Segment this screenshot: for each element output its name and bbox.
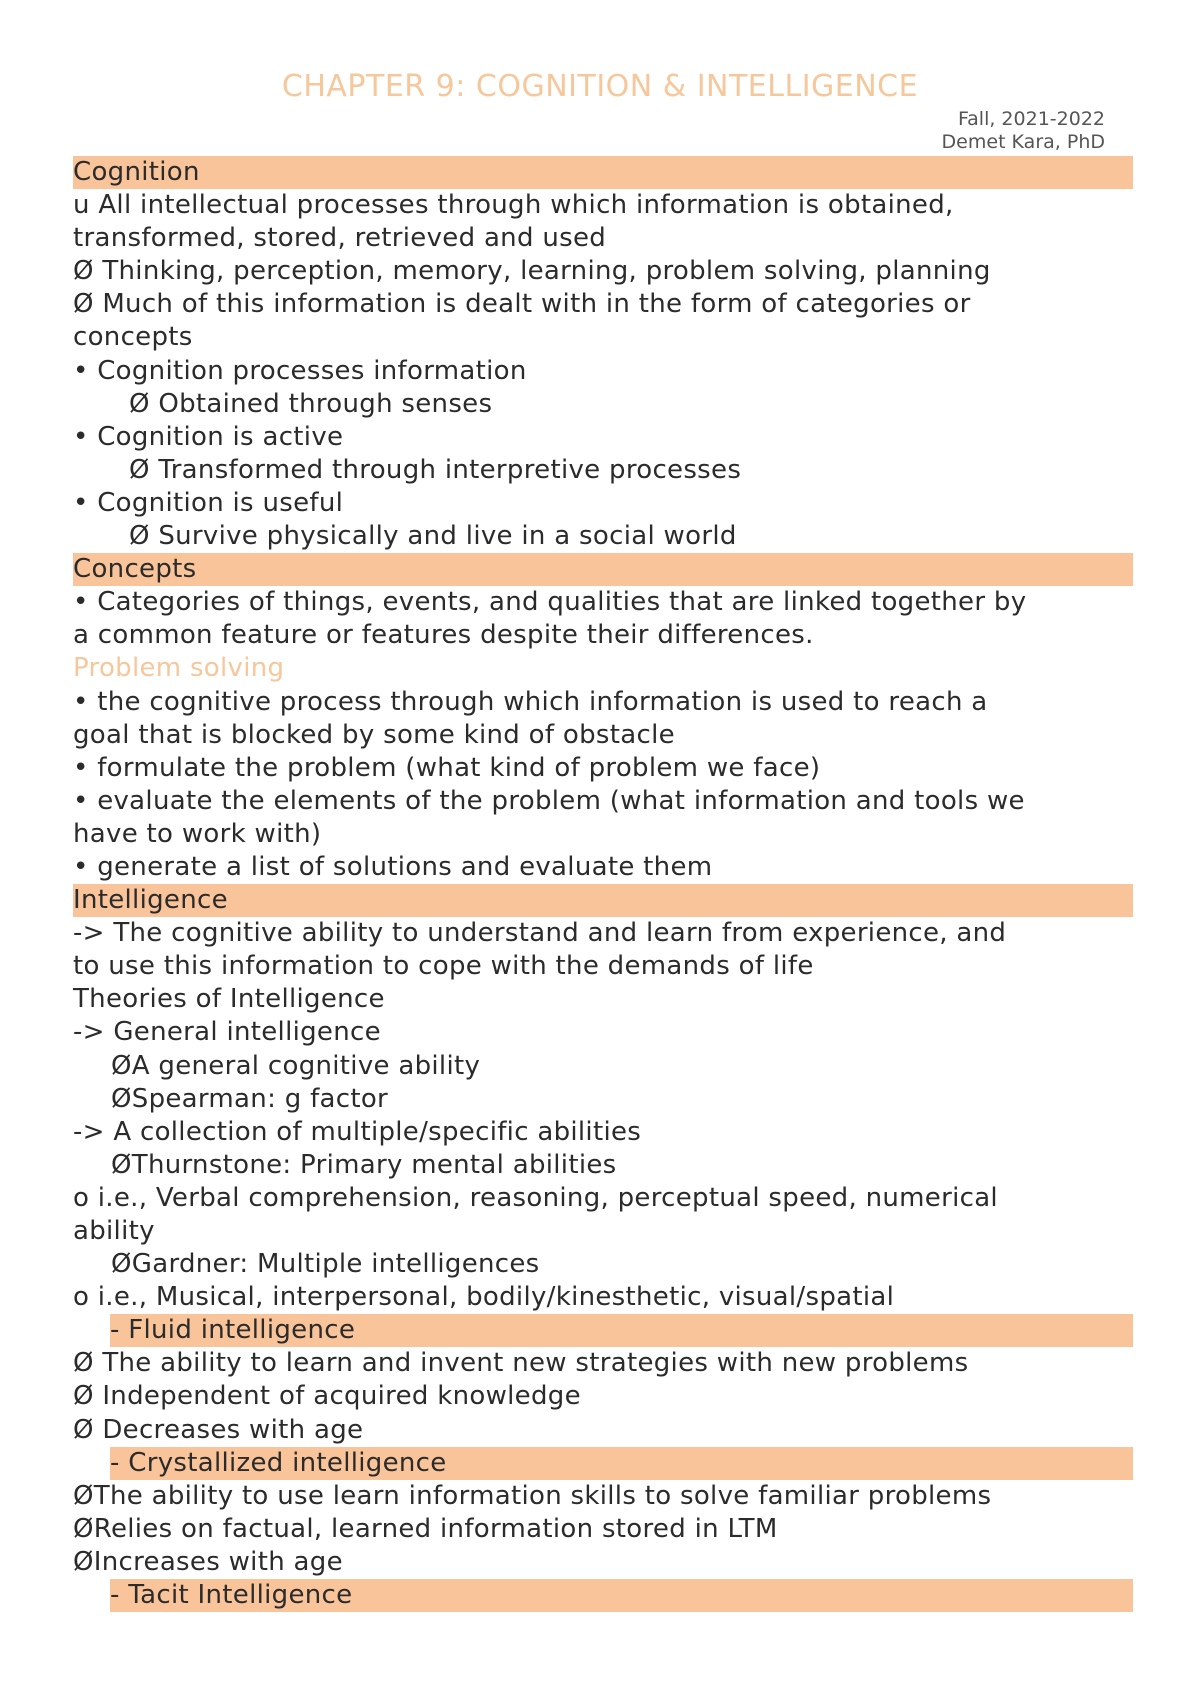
section-heading-concepts: Concepts <box>73 553 1133 586</box>
document-meta <box>942 108 1105 154</box>
sub-bullet-item: ØSpearman: g factor <box>111 1083 389 1114</box>
text-line: to use this information to cope with the demands of life <box>73 951 814 982</box>
text-line: goal that is blocked by some kind of obstacle <box>73 719 675 750</box>
bullet-item: • Cognition is active <box>73 421 344 452</box>
text-line: u All intellectual processes through which information is obtained, <box>73 190 954 221</box>
bullet-item: • generate a list of solutions and evaluate them <box>73 851 713 882</box>
text-line: o i.e., Musical, interpersonal, bodily/kinesthetic, visual/spatial <box>73 1282 895 1313</box>
document-title: CHAPTER 9: COGNITION & INTELLIGENCE <box>281 69 919 104</box>
text-line: -> General intelligence <box>73 1017 381 1048</box>
document-body <box>73 156 1133 1612</box>
sub-bullet-item: Ø Obtained through senses <box>129 388 493 419</box>
bullet-item: • Categories of things, events, and qualities that are linked together by <box>73 587 1027 618</box>
bullet-item: • evaluate the elements of the problem (what information and tools we <box>73 785 1025 816</box>
text-line: Ø The ability to learn and invent new strategies with new problems <box>73 1348 969 1379</box>
text-line: -> The cognitive ability to understand and learn from experience, and <box>73 918 1007 949</box>
text-line: Theories of Intelligence <box>73 984 385 1015</box>
text-line: concepts <box>73 322 193 353</box>
section-heading-intelligence: Intelligence <box>73 884 1133 917</box>
text-line: Ø Independent of acquired knowledge <box>73 1381 581 1412</box>
text-line: Ø Decreases with age <box>73 1414 364 1445</box>
term-label: Fall, 2021-2022 <box>957 108 1105 130</box>
sub-bullet-item: ØA general cognitive ability <box>111 1050 481 1081</box>
section-heading-cognition: Cognition <box>73 156 1133 189</box>
bullet-item: • formulate the problem (what kind of problem we face) <box>73 752 821 783</box>
text-line: ØRelies on factual, learned information stored in LTM <box>73 1513 778 1544</box>
text-line: Ø Much of this information is dealt with in the form of categories or <box>73 289 971 320</box>
sub-bullet-item: ØGardner: Multiple intelligences <box>111 1249 540 1280</box>
text-line: have to work with) <box>73 818 322 849</box>
sub-bullet-item: ØThurnstone: Primary mental abilities <box>111 1149 617 1180</box>
text-line: a common feature or features despite their differences. <box>73 620 814 651</box>
subheading-crystallized-intelligence: - Crystallized intelligence <box>110 1447 1133 1480</box>
subheading-fluid-intelligence: - Fluid intelligence <box>110 1314 1133 1347</box>
text-line: ØThe ability to use learn information skills to solve familiar problems <box>73 1480 992 1511</box>
text-line: o i.e., Verbal comprehension, reasoning, perceptual speed, numerical <box>73 1182 998 1213</box>
bullet-item: • Cognition is useful <box>73 487 344 518</box>
subheading-tacit-intelligence: - Tacit Intelligence <box>110 1579 1133 1612</box>
text-line: ability <box>73 1216 155 1246</box>
sub-bullet-item: Ø Transformed through interpretive processes <box>129 454 742 485</box>
bullet-item: • Cognition processes information <box>73 355 527 386</box>
section-heading-problem-solving: Problem solving <box>73 653 285 684</box>
sub-bullet-item: Ø Survive physically and live in a social world <box>129 521 737 552</box>
text-line: Ø Thinking, perception, memory, learning, problem solving, planning <box>73 256 991 287</box>
text-line: ØIncreases with age <box>73 1546 343 1577</box>
bullet-item: • the cognitive process through which information is used to reach a <box>73 686 988 717</box>
text-line: transformed, stored, retrieved and used <box>73 223 607 254</box>
author-label: Demet Kara, PhD <box>941 131 1105 153</box>
text-line: -> A collection of multiple/specific abilities <box>73 1116 642 1147</box>
